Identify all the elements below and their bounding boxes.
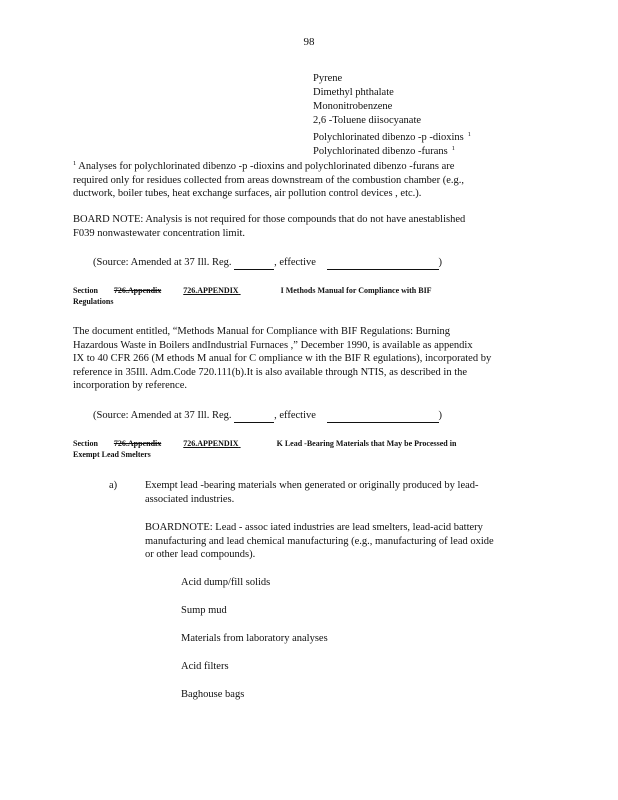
board-note-line: BOARD NOTE: Analysis is not required for those compounds that do not have anestablished xyxy=(73,214,466,225)
item-line: Exempt lead -bearing materials when generated or originally produced by lead- xyxy=(145,480,479,491)
deleted-text: 726.Appendix xyxy=(113,439,162,448)
footnote-line: required only for residues collected from areas downstream of the combustion chamber (e.g., xyxy=(73,174,464,186)
reg-blank xyxy=(234,259,274,270)
footnote-mark: 1 xyxy=(73,160,77,167)
inserted-text: 726.APPENDIX xyxy=(183,439,239,448)
item-a-text xyxy=(145,479,525,506)
footnote-mark: 1 xyxy=(467,131,472,138)
section-heading-appendix-i xyxy=(73,285,535,307)
chemical-item xyxy=(313,142,471,156)
paragraph-line: reference in 35Ill. Adm.Code 720.111(b).It is also available through NTIS, as described in the xyxy=(73,366,468,378)
section-title: K Lead -Bearing Materials that May be Processed in xyxy=(276,439,457,448)
footnote-line xyxy=(73,157,531,174)
reg-blank xyxy=(234,412,274,423)
heading-underline xyxy=(239,285,279,296)
paragraph-line: IX to 40 CFR 266 (M ethods M anual for C ompliance w ith the BIF R egulations), incorporated by xyxy=(73,353,492,364)
methods-paragraph xyxy=(73,325,531,393)
list-item: Materials from laboratory analyses xyxy=(181,633,328,644)
footnote-paragraph xyxy=(73,157,531,201)
list-item: Sump mud xyxy=(181,605,227,616)
inserted-text: 726.APPENDIX xyxy=(183,286,239,295)
source-prefix: (Source: Amended at 37 Ill. Reg. xyxy=(93,410,232,421)
list-item: Acid filters xyxy=(181,661,229,672)
source-note xyxy=(93,409,442,423)
deleted-text: 726.Appendix xyxy=(113,286,162,295)
section-title-cont: Regulations xyxy=(73,297,114,306)
section-title-cont: Exempt Lead Smelters xyxy=(73,450,151,459)
list-item: Baghouse bags xyxy=(181,689,245,700)
board-note-line: or other lead compounds). xyxy=(145,549,256,560)
chemical-item xyxy=(313,128,471,142)
effective-blank xyxy=(327,259,439,270)
list-item: Acid dump/fill solids xyxy=(181,577,271,588)
heading-underline xyxy=(239,438,275,449)
board-note-lead xyxy=(145,521,525,562)
paragraph-line: incorporation by reference. xyxy=(73,380,187,391)
section-label: Section xyxy=(73,286,98,295)
board-note-line: manufacturing and lead chemical manufacturing (e.g., manufacturing of lead oxide xyxy=(145,535,494,547)
section-title: I Methods Manual for Compliance with BIF xyxy=(280,286,432,295)
page-number: 98 xyxy=(303,36,315,48)
paragraph-line: Hazardous Waste in Boilers andIndustrial Furnaces ,” December 1990, is available as appendix xyxy=(73,339,473,351)
source-suffix: ) xyxy=(438,257,443,268)
section-heading-appendix-k xyxy=(73,438,535,460)
footnote-mark: 1 xyxy=(451,145,455,152)
section-label: Section xyxy=(73,439,98,448)
item-line: associated industries. xyxy=(145,493,235,505)
board-note xyxy=(73,213,531,240)
effective-blank xyxy=(327,412,439,423)
chemical-name: Polychlorinated dibenzo -furans xyxy=(313,146,448,157)
source-mid: , effective xyxy=(274,257,316,268)
chemical-item: 2,6 -Toluene diisocyanate xyxy=(313,115,422,126)
source-note xyxy=(93,256,442,270)
footnote-line: ductwork, boiler tubes, heat exchange surfaces, air pollution control devices , etc.). xyxy=(73,188,422,199)
chemical-name: Polychlorinated dibenzo -p -dioxins xyxy=(313,132,464,143)
chemical-item: Pyrene xyxy=(313,73,343,84)
chemical-item: Mononitrobenzene xyxy=(313,101,393,112)
paragraph-line: The document entitled, “Methods Manual for Compliance with BIF Regulations: Burning xyxy=(73,326,451,337)
board-note-line: BOARDNOTE: Lead - assoc iated industries are lead smelters, lead-acid battery xyxy=(145,522,483,533)
item-label: a) xyxy=(109,480,118,491)
materials-list xyxy=(181,576,328,716)
source-prefix: (Source: Amended at 37 Ill. Reg. xyxy=(93,257,232,268)
source-mid: , effective xyxy=(274,410,316,421)
chemical-list xyxy=(313,72,471,156)
board-note-line: F039 nonwastewater concentration limit. xyxy=(73,227,246,239)
source-suffix: ) xyxy=(438,410,443,421)
footnote-text: Analyses for polychlorinated dibenzo -p -dioxins and polychlorinated dibenzo -furans are xyxy=(78,161,455,172)
chemical-item: Dimethyl phthalate xyxy=(313,87,394,98)
